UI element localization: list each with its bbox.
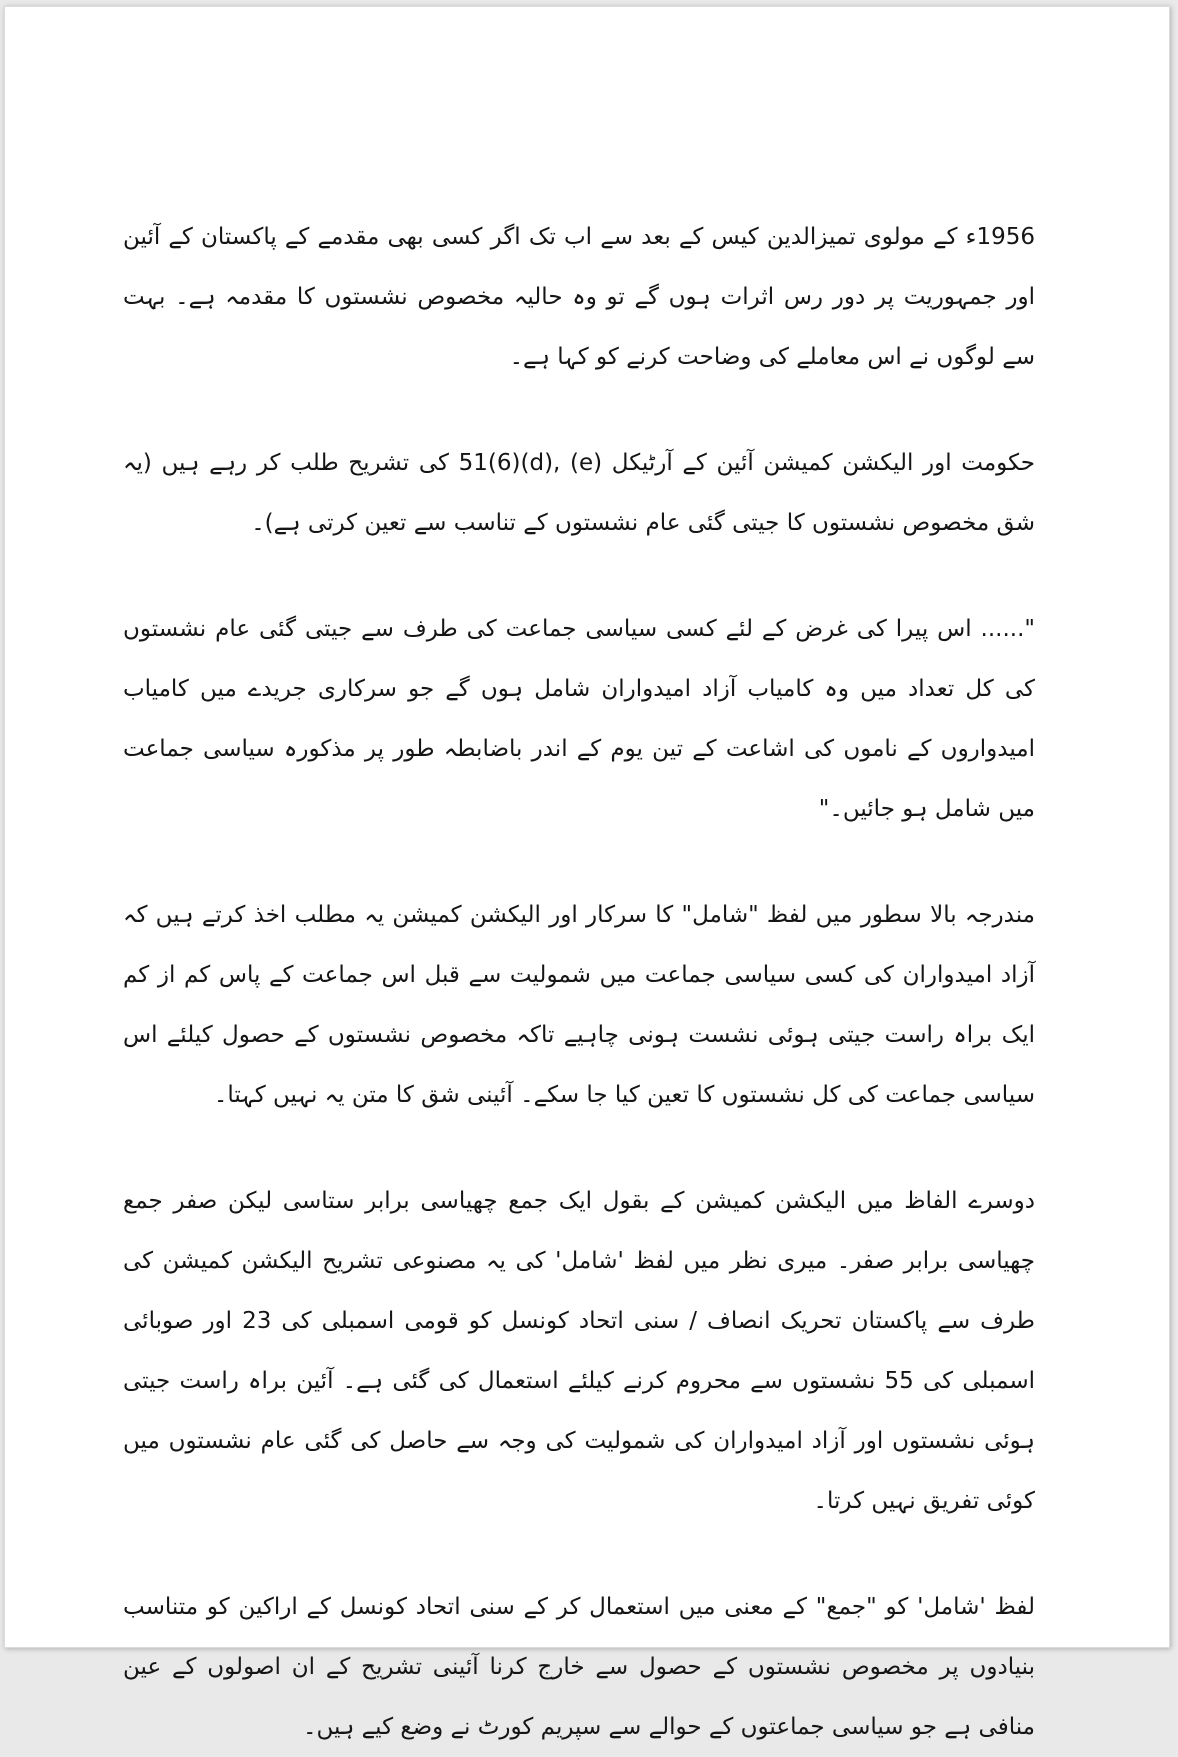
paragraph-1: 1956ء کے مولوی تمیزالدین کیس کے بعد سے اب تک اگر کسی بھی مقدمے کے پاکستان کے آئین اور جمہوریت پر دور رس اثرات ہوں گے تو وہ حالیہ مخصوص نشستوں کا مقدمہ ہے۔ بہت سے لوگوں نے اس معاملے کی وضاحت کرنے کو کہا ہے۔ [123, 224, 1035, 370]
paragraph-5: دوسرے الفاظ میں الیکشن کمیشن کے بقول ایک جمع چھیاسی برابر ستاسی لیکن صفر جمع چھیاسی برابر صفر۔ میری نظر میں لفظ 'شامل' کی یہ مصنوعی تشریح الیکشن کمیشن کی طرف سے پاکستان تحریک انصاف / سنی اتحاد کونسل کو قومی اسمبلی کی 23 اور صوبائی اسمبلی کی 55 نشستوں سے محروم کرنے کیلئے استعمال کی گئی ہے۔ آئین براہ راست جیتی ہوئی نشستوں اور آزاد امیدواران کی شمولیت کی وجہ سے حاصل کی گئی عام نشستوں میں کوئی تفریق نہیں کرتا۔ [123, 1188, 1035, 1514]
paragraph-4: مندرجہ بالا سطور میں لفظ "شامل" کا سرکار اور الیکشن کمیشن یہ مطلب اخذ کرتے ہیں کہ آزاد امیدواران کی کسی سیاسی جماعت میں شمولیت سے قبل اس جماعت کے پاس کم از کم ایک براہ راست جیتی ہوئی نشست ہونی چاہیے تاکہ مخصوص نشستوں کے حصول کیلئے اس سیاسی جماعت کی کل نشستوں کا تعین کیا جا سکے۔ آئینی شق کا متن یہ نہیں کہتا۔ [123, 902, 1035, 1108]
paragraph-6: لفظ 'شامل' کو "جمع" کے معنی میں استعمال کر کے سنی اتحاد کونسل کے اراکین کو متناسب بنیادوں پر مخصوص نشستوں کے حصول سے خارج کرنا آئینی تشریح کے ان اصولوں کے عین منافی ہے جو سیاسی جماعتوں کے حوالے سے سپریم کورٹ نے وضع کیے ہیں۔ [123, 1594, 1035, 1740]
paragraph-2: حکومت اور الیکشن کمیشن آئین کے آرٹیکل (e) ,(d)(6)51 کی تشریح طلب کر رہے ہیں (یہ شق مخصوص نشستوں کا جیتی گئی عام نشستوں کے تناسب سے تعین کرتی ہے)۔ [123, 450, 1035, 536]
document-page [4, 6, 1170, 1740]
paragraph-3-quotation: "...... اس پیرا کی غرض کے لئے کسی سیاسی جماعت کی طرف سے جیتی گئی عام نشستوں کی کل تعداد میں وہ کامیاب آزاد امیدواران شامل ہوں گے جو سرکاری جریدے میں کامیاب امیدواروں کے ناموں کی اشاعت کے تین یوم کے اندر باضابطہ طور پر مذکورہ سیاسی جماعت میں شامل ہو جائیں۔" [123, 616, 1035, 822]
document-body [123, 207, 1035, 1757]
